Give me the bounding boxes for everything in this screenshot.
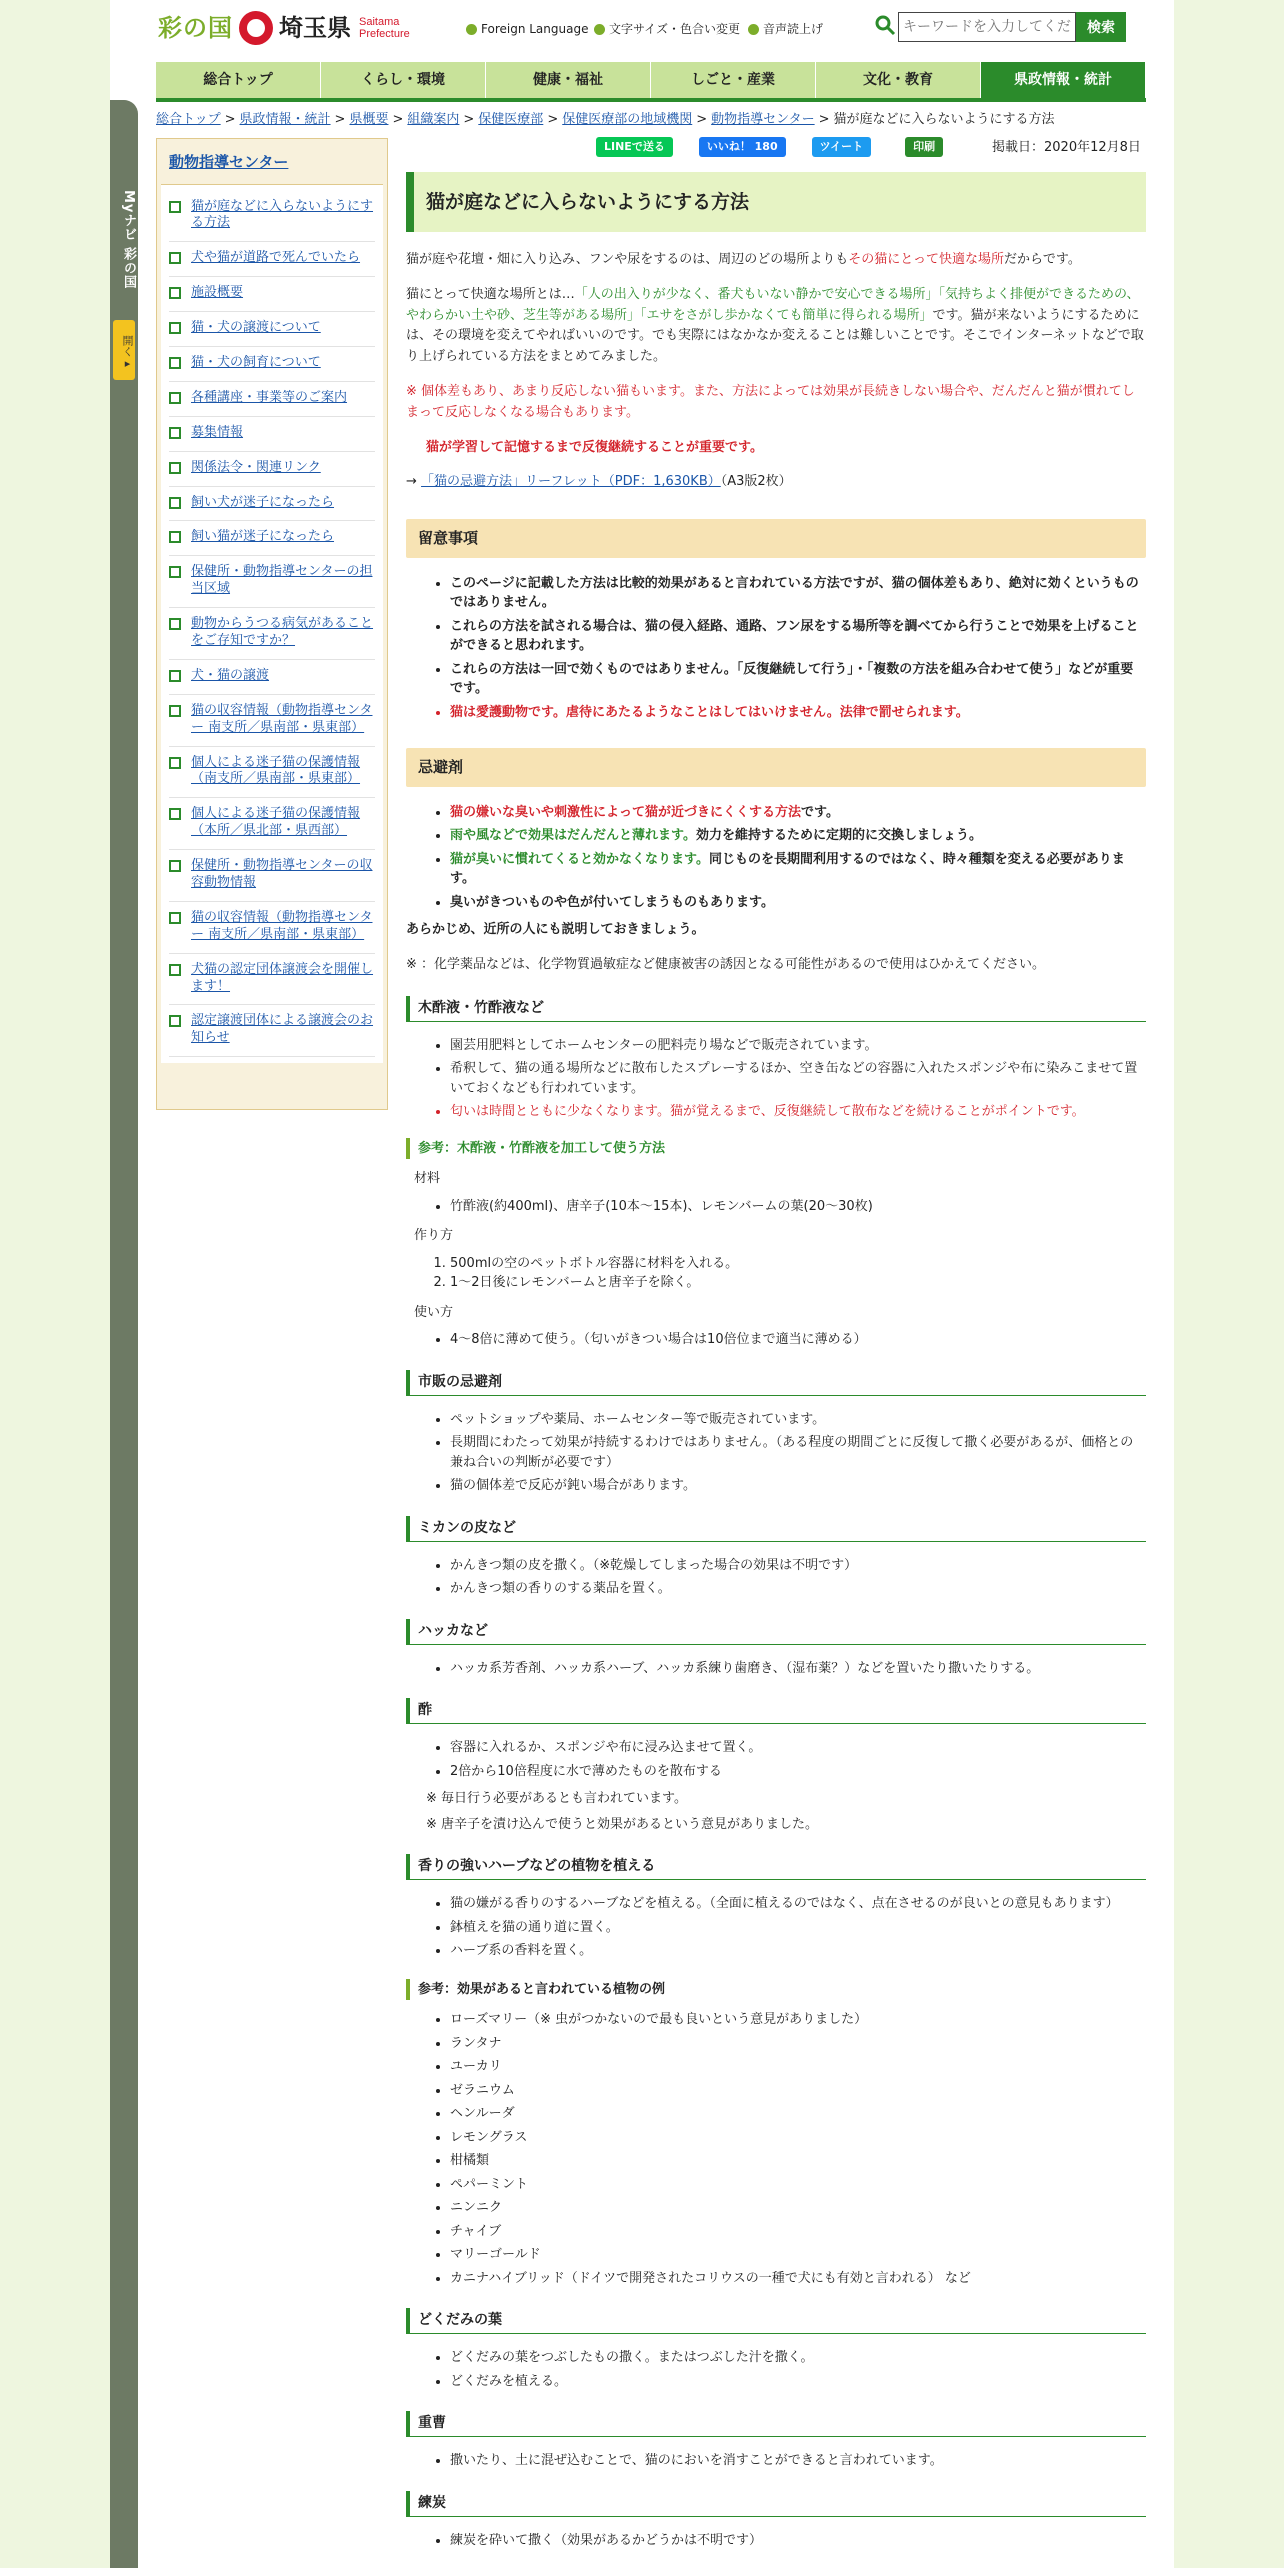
font-size-label: 文字サイズ・色合い変更 [609, 22, 741, 36]
square-bullet-icon [169, 860, 181, 872]
sidebar-item[interactable] [169, 417, 375, 452]
section-heading-repellent: 忌避剤 [406, 748, 1146, 787]
font-size-link[interactable] [594, 20, 740, 38]
logo-mark-icon [239, 11, 273, 45]
nav-top[interactable]: 総合トップ [156, 62, 321, 98]
sidebar-item-link[interactable]: 猫・犬の飼育について [191, 354, 321, 370]
sidebar-title[interactable]: 動物指導センター [161, 143, 383, 185]
sidebar-item-link[interactable]: 施設概要 [191, 285, 244, 301]
important-note: 猫が学習して記憶するまで反復継続することが重要です。 [426, 439, 763, 455]
breadcrumb-link[interactable]: 保健医療部 [478, 112, 544, 127]
breadcrumb-link[interactable]: 県概要 [349, 112, 389, 127]
header [156, 0, 1156, 60]
breadcrumb-link[interactable]: 県政情報・統計 [239, 112, 331, 127]
sidebar-item-link[interactable]: 猫が庭などに入らないようにする方法 [191, 198, 374, 231]
sidebar-item-link[interactable]: 犬・猫の譲渡 [191, 667, 270, 683]
square-bullet-icon [169, 392, 181, 404]
sidebar-list [161, 185, 383, 1064]
list-item: • 猫の嫌いな臭いや刺激性によって猫が近づきにくくする方法です。 [450, 803, 1146, 823]
sidebar-item-link[interactable]: 保健所・動物指導センターの収容動物情報 [191, 858, 373, 890]
square-bullet-icon [169, 201, 181, 213]
sidebar-item[interactable] [169, 277, 375, 312]
search-button[interactable]: 検索 [1076, 12, 1126, 42]
section-heading-notes: 留意事項 [406, 519, 1146, 558]
caution-paragraph: ※ 個体差もあり、あまり反応しない猫もいます。また、方法によっては効果が長続きしない場合や、だんだんと猫が慣れてしまって反応しなくなる場合もあります。 [406, 383, 1135, 420]
list-item: 2. 1～2日後にレモンバームと唐辛子を除く。 [450, 1273, 1146, 1293]
sidebar-item-link[interactable]: 個人による迷子猫の保護情報（本所／県北部・県西部） [191, 806, 361, 839]
list-item: • 猫の嫌がる香りのするハーブなどを植える。（全面に植えるのではなく、点在させるのが良いとの意見もあります） [450, 1894, 1146, 1914]
square-bullet-icon [169, 497, 181, 509]
nav-work[interactable]: しごと・産業 [651, 62, 816, 98]
nav-health[interactable]: 健康・福祉 [486, 62, 651, 98]
sidebar-item-link[interactable]: 猫の収容情報（動物指導センター 南支所／県南部・県東部） [191, 909, 373, 942]
sidebar-item-link[interactable]: 動物からうつる病気があることをご存知ですか？ [191, 616, 374, 648]
list-item: • ゼラニウム [450, 2081, 1146, 2101]
sidebar-item-link[interactable]: 飼い猫が迷子になったら [191, 529, 335, 545]
square-bullet-icon [169, 427, 181, 439]
square-bullet-icon [169, 808, 181, 820]
breadcrumb-current: 猫が庭などに入らないようにする方法 [833, 112, 1055, 127]
square-bullet-icon [169, 912, 181, 924]
list-item: • 雨や風などで効果はだんだんと薄れます。効力を維持するために定期的に交換しましょう。 [450, 826, 1146, 846]
foreign-language-link[interactable] [466, 20, 588, 38]
speaker-icon [748, 24, 759, 35]
vinegar-note: ※ 唐辛子を漬け込んで使うと効果があるという意見がありました。 [426, 1816, 819, 1832]
breadcrumb-link[interactable]: 総合トップ [156, 112, 221, 127]
list-item: • このページに記載した方法は比較的効果があると言われている方法ですが、猫の個体差もあり、絶対に効くというものではありません。 [450, 574, 1146, 613]
dokudami-list [450, 2348, 1146, 2391]
subheading-wood-vinegar: 木酢液・竹酢液など [406, 996, 1146, 1022]
foreign-language-label: Foreign Language [481, 22, 589, 36]
materials-list [450, 1197, 1146, 1217]
square-bullet-icon [169, 357, 181, 369]
breadcrumb: 総合トップ > 県政情報・統計 > 県概要 > 組織案内 > 保健医療部 > 保健医療部の地域機関 > 動物指導センター > 猫が庭などに入らないようにする方法 [156, 112, 1055, 127]
subheading-mint: ハッカなど [406, 1619, 1146, 1645]
sidebar-item-link[interactable]: 各種講座・事業等のご案内 [191, 389, 348, 405]
sidebar-item-link[interactable]: 認定譲渡団体による譲渡会のお知らせ [191, 1013, 374, 1046]
sidebar-item-link[interactable]: 関係法令・関連リンク [191, 459, 321, 475]
leaflet-pdf-link[interactable]: 「猫の忌避方法」リーフレット（PDF：1,630KB） [421, 474, 721, 490]
sidebar-item[interactable] [169, 695, 375, 747]
sidebar-item-link[interactable]: 猫・犬の譲渡について [191, 320, 321, 336]
sidebar-item[interactable] [169, 487, 375, 522]
list-item: • ヘンルーダ [450, 2104, 1146, 2124]
sidebar-item[interactable] [169, 902, 375, 954]
subheading-vinegar: 酢 [406, 1698, 1146, 1724]
list-item: • ランタナ [450, 2034, 1146, 2054]
mynavi-panel[interactable] [110, 100, 138, 2568]
subheading-citrus: ミカンの皮など [406, 1516, 1146, 1542]
list-item: • ユーカリ [450, 2057, 1146, 2077]
list-item: • 2倍から10倍程度に水で薄めたものを散布する [450, 1762, 1146, 1782]
square-bullet-icon [169, 670, 181, 682]
facebook-like-button[interactable]: いいね！ 180 [699, 137, 786, 157]
square-bullet-icon [169, 252, 181, 264]
mynavi-label: Myナビ 彩の国 [121, 190, 136, 289]
list-item: • マリーゴールド [450, 2245, 1146, 2265]
print-button[interactable]: 印刷 [905, 137, 943, 157]
subheading-market: 市販の忌避剤 [406, 1370, 1146, 1396]
subheading-baking-soda: 重曹 [406, 2411, 1146, 2437]
list-item: • ハッカ系芳香剤、ハッカ系ハーブ、ハッカ系練り歯磨き、（湿布薬？）などを置いたり撒いたりする。 [450, 1659, 1146, 1679]
list-item: • カニナハイブリッド（ドイツで開発されたコリウスの一種で犬にも有効と言われる） など [450, 2269, 1146, 2289]
sidebar-item-link[interactable]: 個人による迷子猫の保護情報（南支所／県南部・県東部） [191, 754, 361, 787]
voice-reader-link[interactable] [748, 20, 823, 38]
globe-icon [466, 24, 477, 35]
sidebar-item[interactable] [169, 954, 375, 1006]
plants-list [450, 2010, 1146, 2288]
list-item: • ローズマリー（※ 虫がつかないので最も良いという意見がありました） [450, 2010, 1146, 2030]
list-item: • どくだみを植える。 [450, 2372, 1146, 2392]
list-item: • チャイブ [450, 2222, 1146, 2242]
list-item: • これらの方法を試される場合は、猫の侵入経路、通路、フン尿をする場所等を調べてから行うことで効果を上げることができると思われます。 [450, 617, 1146, 656]
list-item: • 匂いは時間とともに少なくなります。猫が覚えるまで、反復継続して散布などを続けることがポイントです。 [450, 1102, 1146, 1122]
charcoal-list [450, 2531, 1146, 2551]
sidebar-item-link[interactable]: 募集情報 [191, 424, 244, 440]
intro-paragraph: 猫が庭や花壇・畑に入り込み、フンや尿をするのは、周辺のどの場所よりもその猫にとって快適な場所だからです。 [406, 252, 1081, 267]
gear-icon [594, 24, 605, 35]
how-to-make-label: 作り方 [414, 1228, 454, 1244]
mint-list [450, 1659, 1146, 1679]
search-icon [874, 14, 896, 36]
wood-list [450, 1036, 1146, 1122]
vinegar-note: ※ 毎日行う必要があるとも言われています。 [426, 1791, 687, 1807]
sidebar-item-link[interactable]: 猫の収容情報（動物指導センター 南支所／県南部・県東部） [191, 702, 373, 735]
sidebar-item[interactable] [169, 608, 375, 660]
how-to-make-list [450, 1254, 1146, 1293]
sidebar-item-link[interactable]: 犬や猫が道路で死んでいたら [191, 250, 361, 266]
list-item: • 容器に入れるか、スポンジや布に浸み込ませて置く。 [450, 1738, 1146, 1758]
sidebar-item[interactable] [169, 312, 375, 347]
reference-heading-wood: 参考：木酢液・竹酢液を加工して使う方法 [406, 1138, 1146, 1160]
square-bullet-icon [169, 287, 181, 299]
list-item: • レモングラス [450, 2128, 1146, 2148]
list-item: • 希釈して、猫の通る場所などに散布したスプレーするほか、空き缶などの容器に入れたスポンジや布に染みこませて置いておくなども行われています。 [450, 1059, 1146, 1098]
square-bullet-icon [169, 757, 181, 769]
sidebar-item[interactable] [169, 798, 375, 850]
nav-government[interactable]: 県政情報・統計 [981, 62, 1146, 98]
reference-heading-plants: 参考：効果があると言われている植物の例 [406, 1979, 1146, 2001]
market-list [450, 1410, 1146, 1496]
logo-pref: 埼玉県 [279, 14, 351, 42]
tweet-button[interactable]: ツイート [812, 137, 871, 157]
list-item: • どくだみの葉をつぶしたもの撒く。またはつぶした汁を撒く。 [450, 2348, 1146, 2368]
comfort-paragraph: 猫にとって快適な場所とは…「人の出入りが少なく、番犬もいない静かで安心できる場所」「気持ちよく排便ができるための、やわらかい土や砂、芝生等がある場所」「エサをさがし歩かなくても簡単に得られる場所」です。猫が来ないようにするためには、その環境を変えてやればいいのです。でも実際にはなかなか変えることは難しいことです。そこでインターネットなどで取り上げられている方法をまとめてみました。 [406, 286, 1144, 365]
main-content [406, 172, 1146, 2558]
sidebar-item-link[interactable]: 保健所・動物指導センターの担当区域 [191, 564, 373, 597]
sidebar-item[interactable] [169, 747, 375, 799]
sidebar [156, 138, 388, 1110]
sidebar-item[interactable] [169, 850, 375, 902]
breadcrumb-link[interactable]: 保健医療部の地域機関 [562, 112, 693, 127]
page-title: 猫が庭などに入らないようにする方法 [406, 172, 1146, 232]
square-bullet-icon [169, 322, 181, 334]
sidebar-item[interactable] [169, 242, 375, 277]
sidebar-item-link[interactable]: 犬猫の認定団体譲渡会を開催します！ [191, 961, 374, 994]
sidebar-item[interactable] [169, 452, 375, 487]
publish-date: 掲載日：2020年12月8日 [992, 140, 1141, 155]
square-bullet-icon [169, 531, 181, 543]
list-item: • 練炭を砕いて撒く（効果があるかどうかは不明です） [450, 2531, 1146, 2551]
vinegar-list [450, 1738, 1146, 1781]
repellent-note-2: ※ ：化学薬品などは、化学物質過敏症など健康被害の誘因となる可能性があるので使用はひかえてください。 [406, 956, 1046, 972]
sidebar-item[interactable] [169, 1005, 375, 1057]
repellent-list [450, 803, 1146, 913]
list-item: • 鉢植えを猫の通り道に置く。 [450, 1918, 1146, 1938]
materials-label: 材料 [414, 1171, 441, 1187]
nav-culture[interactable]: 文化・教育 [816, 62, 981, 98]
list-item: • 竹酢液(約400ml)、唐辛子(10本～15本)、レモンバームの葉(20～30枚) [450, 1197, 1146, 1217]
list-item: • 猫は愛護動物です。虐待にあたるようなことはしてはいけません。法律で罰せられます。 [450, 703, 1146, 723]
baking-soda-list [450, 2451, 1146, 2471]
square-bullet-icon [169, 462, 181, 474]
sidebar-item[interactable] [169, 660, 375, 695]
site-logo[interactable] [158, 10, 429, 46]
square-bullet-icon [169, 705, 181, 717]
logo-en: Saitama Prefecture [359, 15, 410, 40]
square-bullet-icon [169, 618, 181, 630]
sidebar-item[interactable] [169, 382, 375, 417]
list-item: • かんきつ類の皮を撒く。（※乾燥してしまった場合の効果は不明です） [450, 1556, 1146, 1576]
list-item: • 撒いたり、土に混ぜ込むことで、猫のにおいを消すことができると言われています。 [450, 2451, 1146, 2471]
list-item: • 4～8倍に薄めて使う。（匂いがきつい場合は10倍位まで適当に薄める） [450, 1330, 1146, 1350]
social-buttons [596, 137, 943, 157]
list-item: • 猫の個体差で反応が鈍い場合があります。 [450, 1476, 1146, 1496]
herb-list [450, 1894, 1146, 1961]
list-item: • ペットショップや薬局、ホームセンター等で販売されています。 [450, 1410, 1146, 1430]
repellent-note-1: あらかじめ、近所の人にも説明しておきましょう。 [406, 922, 705, 938]
sidebar-item[interactable] [169, 556, 375, 608]
sidebar-item[interactable] [169, 347, 375, 382]
list-item: • 柑橘類 [450, 2151, 1146, 2171]
search-input[interactable] [898, 12, 1076, 42]
citrus-list [450, 1556, 1146, 1599]
sidebar-item[interactable] [169, 191, 375, 243]
nav-living[interactable]: くらし・環境 [321, 62, 486, 98]
voice-reader-label: 音声読上げ [763, 22, 824, 36]
list-item: • 臭いがきついものや色が付いてしまうものもあります。 [450, 893, 1146, 913]
line-share-button[interactable]: LINEで送る [596, 137, 673, 157]
sidebar-item[interactable] [169, 521, 375, 556]
list-item: • 長期間にわたって効果が持続するわけではありません。（ある程度の期間ごとに反復して撒く必要があるが、価格との兼ね合いの判断が必要です） [450, 1433, 1146, 1472]
list-item: • 園芸用肥料としてホームセンターの肥料売り場などで販売されています。 [450, 1036, 1146, 1056]
breadcrumb-link[interactable]: 組織案内 [407, 112, 460, 127]
how-to-use-label: 使い方 [414, 1304, 454, 1320]
list-item: • ニンニク [450, 2198, 1146, 2218]
square-bullet-icon [169, 1015, 181, 1027]
list-item: 1. 500mlの空のペットボトル容器に材料を入れる。 [450, 1254, 1146, 1274]
how-to-use-list [450, 1330, 1146, 1350]
list-item: • ペパーミント [450, 2175, 1146, 2195]
notes-list [450, 574, 1146, 723]
subheading-herbs: 香りの強いハーブなどの植物を植える [406, 1854, 1146, 1880]
subheading-charcoal: 練炭 [406, 2491, 1146, 2517]
list-item: • 猫が臭いに慣れてくると効かなくなります。同じものを長期間利用するのではなく、時々種類を変える必要があります。 [450, 850, 1146, 889]
list-item: • ハーブ系の香料を置く。 [450, 1941, 1146, 1961]
list-item: • かんきつ類の香りのする薬品を置く。 [450, 1579, 1146, 1599]
sidebar-item-link[interactable]: 飼い犬が迷子になったら [191, 494, 335, 510]
square-bullet-icon [169, 964, 181, 976]
global-nav [156, 62, 1146, 102]
mynavi-open-button[interactable]: 開く▸ [113, 320, 135, 380]
breadcrumb-link[interactable]: 動物指導センター [711, 112, 815, 127]
subheading-dokudami: どくだみの葉 [406, 2308, 1146, 2334]
logo-text: 彩の国 [158, 14, 233, 42]
list-item: • これらの方法は一回で効くものではありません。「反復継続して行う」・「複数の方法を組み合わせて使う」などが重要です。 [450, 660, 1146, 699]
leaflet-line: → 「猫の忌避方法」リーフレット（PDF：1,630KB）（A3版2枚） [406, 474, 792, 490]
square-bullet-icon [169, 566, 181, 578]
